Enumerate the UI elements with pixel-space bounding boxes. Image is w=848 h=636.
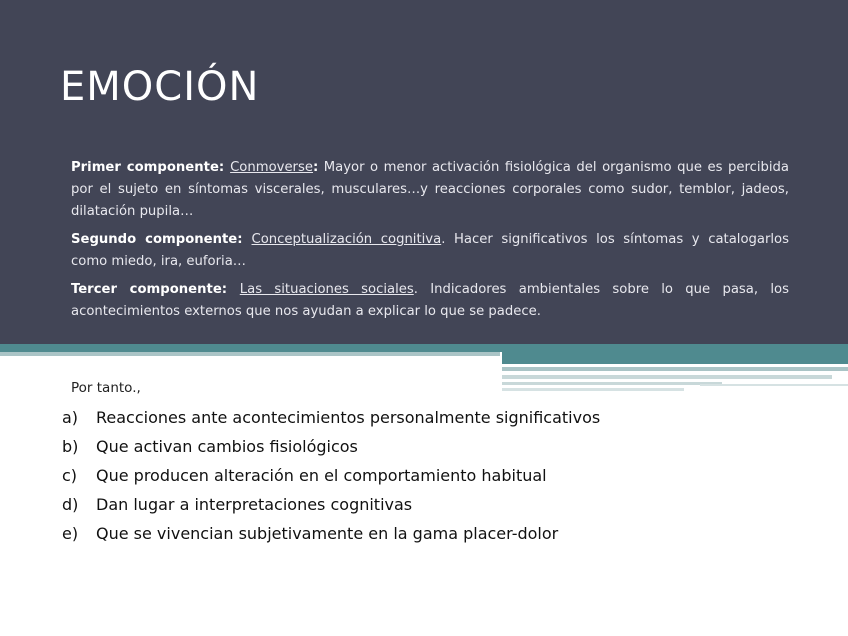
decorative-stripe	[0, 344, 848, 352]
list-item	[62, 461, 600, 490]
list-item-text: Que producen alteración en el comportamiento habitual	[96, 466, 547, 485]
decorative-stripe	[502, 388, 684, 391]
component-2: Segundo componente: Conceptualización cognitiva. Hacer significativos los síntomas y catalogarlos como miedo, ira, euforia…	[71, 232, 789, 269]
component-2-text: . Hacer significativos los síntomas y catalogarlos como miedo, ira, euforia…	[71, 232, 789, 269]
list-marker: a)	[62, 408, 79, 427]
list-item-text: Reacciones ante acontecimientos personalmente significativos	[96, 408, 601, 427]
list-item	[62, 519, 600, 548]
component-3-label: Tercer componente	[71, 282, 222, 297]
decorative-stripe	[0, 352, 500, 356]
component-3-text: . Indicadores ambientales sobre lo que pasa, los acontecimientos externos que nos ayudan a explicar lo que se padece.	[71, 282, 789, 319]
component-1: Primer componente: Conmoverse: Mayor o menor activación fisiológica del organismo que es percibida por el sujeto en síntomas viscerales, musculares…y reacciones corporales como sudor, temblor, jadeos, dilatación pupila…	[71, 160, 789, 219]
component-3: Tercer componente: Las situaciones sociales. Indicadores ambientales sobre lo que pasa, los acontecimientos externos que nos ayudan a explicar lo que se padece.	[71, 282, 789, 319]
list-marker: d)	[62, 495, 79, 514]
list-item-text: Dan lugar a interpretaciones cognitivas	[96, 495, 413, 514]
list-marker: c)	[62, 466, 78, 485]
list-item	[62, 403, 600, 432]
list-marker: b)	[62, 437, 79, 456]
conclusion-list	[62, 403, 600, 548]
list-item	[62, 432, 600, 461]
list-item	[62, 490, 600, 519]
component-1-text: Mayor o menor activación fisiológica del organismo que es percibida por el sujeto en síntomas viscerales, musculares…y reacciones corporales como sudor, temblor, jadeos, dilatación pupila…	[71, 160, 789, 219]
slide-title: EMOCIÓN	[60, 64, 260, 110]
list-item-text: Que activan cambios fisiológicos	[96, 437, 358, 456]
component-1-label: Primer componente	[71, 160, 219, 175]
component-3-term: Las situaciones sociales	[239, 282, 414, 297]
components-block	[71, 157, 789, 329]
decorative-stripe	[502, 375, 832, 379]
decorative-stripe	[502, 367, 848, 371]
list-marker: e)	[62, 524, 79, 543]
decorative-stripe	[502, 382, 722, 385]
list-item-text: Que se vivencian subjetivamente en la gama placer-dolor	[96, 524, 559, 543]
component-2-term: Conceptualización cognitiva	[251, 232, 442, 247]
decorative-stripe	[502, 352, 848, 364]
component-1-term: Conmoverse	[230, 160, 313, 175]
conclusion-label: Por tanto.,	[71, 380, 141, 396]
component-2-label: Segundo componente	[71, 232, 238, 247]
decorative-stripe	[700, 384, 848, 386]
